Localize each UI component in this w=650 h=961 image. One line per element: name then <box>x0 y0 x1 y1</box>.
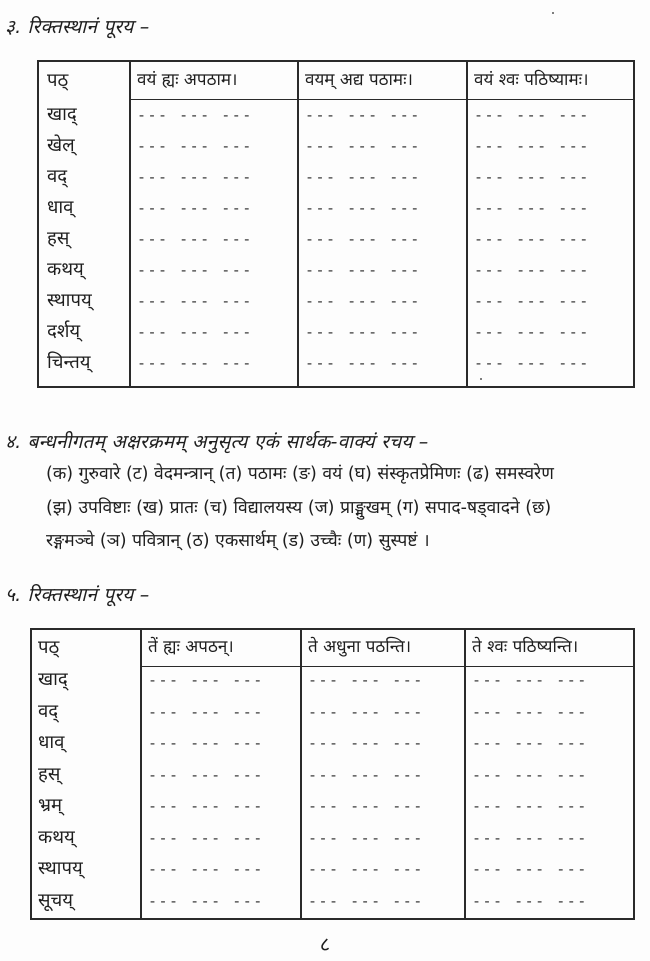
column-header: वयम् अद्य पठामः। <box>305 70 413 90</box>
fill-in-blank[interactable]: --- --- --- <box>474 230 590 248</box>
fill-in-blank[interactable]: --- --- --- <box>137 168 253 186</box>
verb-root: खेल् <box>47 135 75 156</box>
verb-root: स्थापय् <box>47 290 92 311</box>
fill-in-blank[interactable]: --- --- --- <box>305 168 421 186</box>
fill-in-blank[interactable]: --- --- --- <box>305 230 421 248</box>
fill-in-blank[interactable]: --- --- --- <box>305 199 421 217</box>
fill-in-blank[interactable]: --- --- --- <box>472 828 588 847</box>
jumbled-line-3: रङ्गमञ्चे (ञ) पवित्रान् (ठ) एकसार्थम् (ड) उच्चैः (ण) सुस्पष्टं । <box>46 531 430 551</box>
scan-speck <box>480 378 482 380</box>
fill-in-blank[interactable]: --- --- --- <box>148 671 264 689</box>
fill-in-blank[interactable]: --- --- --- <box>137 106 253 124</box>
column-divider <box>300 630 302 918</box>
fill-in-blank[interactable]: --- --- --- <box>305 354 421 372</box>
column-header: वयं श्वः पठिष्यामः। <box>474 70 589 90</box>
fill-in-blank[interactable]: --- --- --- <box>305 292 421 310</box>
fill-in-blank[interactable]: --- --- --- <box>305 323 421 341</box>
fill-in-blank[interactable]: --- --- --- <box>148 734 264 752</box>
verb-root: दर्शय् <box>47 321 81 342</box>
fill-in-blank[interactable]: --- --- --- <box>472 734 588 752</box>
verb-root: खाद् <box>38 669 68 690</box>
section-5-heading: ५. रिक्तस्थानं पूरय – <box>5 584 150 606</box>
verb-root: हस् <box>47 228 70 249</box>
fill-in-blank[interactable]: --- --- --- <box>137 199 253 217</box>
fill-in-blank[interactable]: --- --- --- <box>472 671 588 689</box>
verb-root: कथय् <box>38 826 75 848</box>
fill-in-blank[interactable]: --- --- --- <box>137 323 253 341</box>
fill-in-blank[interactable]: --- --- --- <box>308 702 424 721</box>
page-number: ८ <box>319 932 331 956</box>
fill-in-blank[interactable]: --- --- --- <box>474 137 590 155</box>
fill-in-blank[interactable]: --- --- --- <box>137 261 253 279</box>
fill-in-blank[interactable]: --- --- --- <box>474 354 590 372</box>
fill-in-blank[interactable]: --- --- --- <box>305 137 421 155</box>
fill-in-blank[interactable]: --- --- --- <box>148 828 264 847</box>
verb-root: पठ् <box>38 637 60 658</box>
verb-root: सूचय् <box>38 889 73 911</box>
column-divider <box>297 62 299 386</box>
header-underline <box>140 666 633 667</box>
fill-in-blank[interactable]: --- --- --- <box>308 797 424 815</box>
fill-in-blank[interactable]: --- --- --- <box>148 765 264 784</box>
verb-root: भ्रम् <box>38 795 63 816</box>
verb-root: हस् <box>38 763 61 785</box>
fill-in-blank[interactable]: --- --- --- <box>474 292 590 310</box>
column-divider <box>129 62 131 386</box>
fill-in-blank[interactable]: --- --- --- <box>472 891 588 910</box>
column-header: वयं ह्यः अपठाम। <box>137 70 238 90</box>
fill-in-blank[interactable]: --- --- --- <box>137 230 253 248</box>
verb-root: धाव् <box>47 197 74 218</box>
verb-root: धाव् <box>38 732 65 753</box>
section-4-heading: ४. बन्धनीगतम् अक्षरक्रमम् अनुसृत्य एकं सार्थक-वाक्यं रचय – <box>5 431 429 453</box>
fill-in-blank[interactable]: --- --- --- <box>474 323 590 341</box>
verb-root: चिन्तय् <box>47 352 91 373</box>
fill-in-blank[interactable]: --- --- --- <box>148 797 264 815</box>
fill-in-blank[interactable]: --- --- --- <box>305 261 421 279</box>
fill-in-blank[interactable]: --- --- --- <box>308 671 424 689</box>
fill-in-blank[interactable]: --- --- --- <box>472 860 588 878</box>
fill-in-blank[interactable]: --- --- --- <box>474 199 590 217</box>
fill-in-blank[interactable]: --- --- --- <box>472 702 588 721</box>
fill-in-blank[interactable]: --- --- --- <box>137 137 253 155</box>
fill-in-blank[interactable]: --- --- --- <box>305 106 421 124</box>
column-header: ते श्वः पठिष्यन्ति। <box>472 637 579 657</box>
scan-speck <box>552 12 554 14</box>
fill-in-blank[interactable]: --- --- --- <box>308 734 424 752</box>
table-section-5 <box>30 628 635 920</box>
verb-root: वद् <box>38 700 59 722</box>
fill-in-blank[interactable]: --- --- --- <box>137 292 253 310</box>
column-divider <box>140 630 142 918</box>
fill-in-blank[interactable]: --- --- --- <box>308 860 424 878</box>
column-header: तें ह्यः अपठन्। <box>148 637 234 657</box>
fill-in-blank[interactable]: --- --- --- <box>308 765 424 784</box>
fill-in-blank[interactable]: --- --- --- <box>474 261 590 279</box>
verb-root: वद् <box>47 166 68 187</box>
header-underline <box>129 99 633 100</box>
fill-in-blank[interactable]: --- --- --- <box>472 797 588 815</box>
fill-in-blank[interactable]: --- --- --- <box>474 168 590 186</box>
verb-root: कथय् <box>47 259 84 280</box>
column-divider <box>464 630 466 918</box>
jumbled-line-1: (क) गुरुवारे (ट) वेदमन्त्रान् (त) पठामः (ङ) वयं (घ) संस्कृतप्रेमिणः (ढ) समस्वरेण <box>46 464 554 484</box>
fill-in-blank[interactable]: --- --- --- <box>308 891 424 910</box>
column-header: ते अधुना पठन्ति। <box>308 637 412 657</box>
fill-in-blank[interactable]: --- --- --- <box>137 354 253 372</box>
jumbled-line-2: (झ) उपविष्टाः (ख) प्रातः (च) विद्यालयस्य (ज) प्राङ्मुखम् (ग) सपाद-षड्वादने (छ) <box>46 498 552 518</box>
section-3-heading: ३. रिक्तस्थानं पूरय – <box>5 16 150 38</box>
verb-root: पठ् <box>47 70 69 91</box>
fill-in-blank[interactable]: --- --- --- <box>474 106 590 124</box>
fill-in-blank[interactable]: --- --- --- <box>472 765 588 784</box>
fill-in-blank[interactable]: --- --- --- <box>148 891 264 910</box>
table-section-3 <box>37 60 635 388</box>
fill-in-blank[interactable]: --- --- --- <box>308 828 424 847</box>
fill-in-blank[interactable]: --- --- --- <box>148 702 264 721</box>
fill-in-blank[interactable]: --- --- --- <box>148 860 264 878</box>
column-divider <box>466 62 468 386</box>
verb-root: स्थापय् <box>38 858 83 879</box>
verb-root: खाद् <box>47 104 77 125</box>
